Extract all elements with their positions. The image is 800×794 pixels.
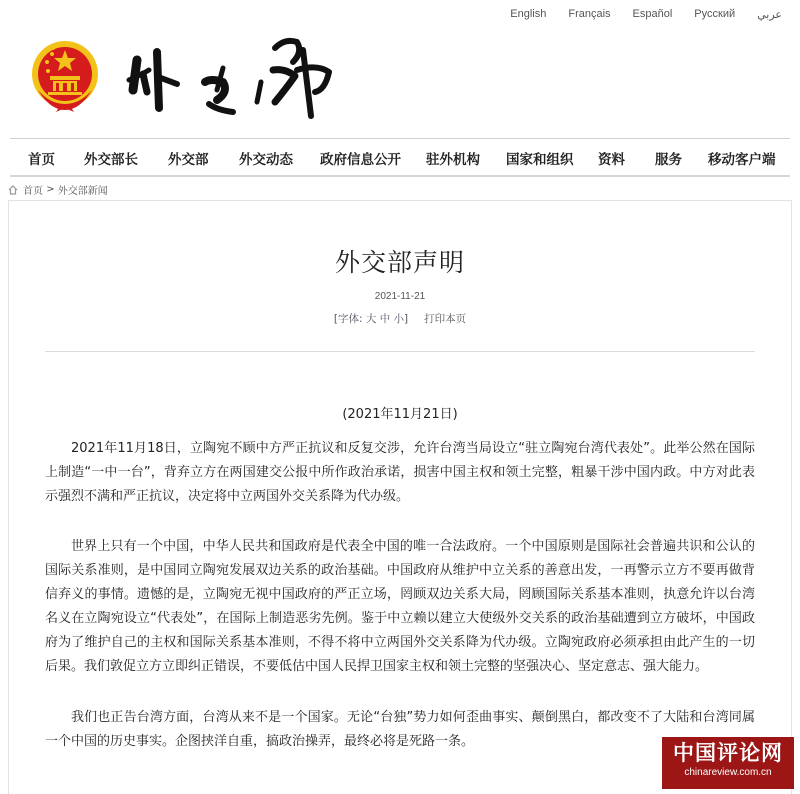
nav-home[interactable]: 首页 [28, 152, 55, 168]
main-nav [10, 139, 790, 177]
article-paragraph-1: 2021年11月18日，立陶宛不顾中方严正抗议和反复交涉，允许台湾当局设立“驻立陶宛台湾代表处”。此举公然在国际上制造“一中一台”，背弃立方在两国建交公报中所作政治承诺，损害中国主权和领土完整，粗暴干涉中国内政。中方对此表示强烈不满和严正抗议，决定将中立两国外交关系降为代办级。 [45, 441, 755, 504]
watermark-title: 中国评论网 [673, 741, 783, 765]
font-size-medium-button[interactable]: 中 [379, 313, 391, 325]
font-size-close-bracket: ] [404, 313, 409, 325]
font-size-label: [字体: [333, 313, 363, 325]
font-size-large-button[interactable]: 大 [365, 313, 377, 325]
lang-french-link[interactable]: Français [568, 8, 611, 20]
watermark-url: chinareview.com.cn [684, 767, 772, 778]
article-tools [9, 311, 791, 326]
nav-overseas-missions[interactable]: 驻外机构 [426, 152, 480, 168]
home-icon [8, 185, 18, 195]
nav-mobile-client[interactable]: 移动客户端 [708, 152, 776, 168]
nav-foreign-minister[interactable]: 外交部长 [84, 152, 138, 168]
breadcrumb-current-link[interactable]: 外交部新闻 [57, 186, 108, 197]
lang-english-link[interactable]: English [510, 8, 547, 20]
nav-resources[interactable]: 资料 [598, 152, 625, 168]
nav-gov-info[interactable]: 政府信息公开 [320, 152, 401, 168]
lang-spanish-link[interactable]: Español [632, 8, 673, 20]
chinareview-watermark [662, 737, 794, 789]
nav-countries-orgs[interactable]: 国家和组织 [506, 152, 574, 168]
article-paragraph-2: 世界上只有一个中国，中华人民共和国政府是代表全中国的唯一合法政府。一个中国原则是国际社会普遍共识和公认的国际关系准则，是中国同立陶宛发展双边关系的政治基础。中国政府从维护中立关系的善意出发，一再警示立方不要再做背信弃义的事情。遗憾的是，立陶宛无视中国政府的严正立场，罔顾双边关系大局，罔顾国际关系基本准则，执意允许以台湾名义在立陶宛设立“代表处”，在国际上制造恶劣先例。鉴于中立赖以建立大使级外交关系的政治基础遭到立方破坏，中国政府为了维护自己的主权和国际关系基本准则，不得不将中立两国外交关系降为代办级。立陶宛政府必须承担由此产生的一切后果。我们敦促立方立即纠正错误，不要低估中国人民捍卫国家主权和领土完整的坚强决心、坚定意志、强大能力。 [45, 539, 755, 674]
breadcrumb [8, 182, 108, 197]
article-panel [8, 200, 792, 794]
article-title: 外交部声明 [334, 248, 465, 277]
nav-services[interactable]: 服务 [655, 152, 682, 168]
lang-russian-link[interactable]: Русский [694, 8, 736, 20]
article-date: 2021-11-21 [374, 291, 426, 302]
lang-arabic-link[interactable]: عربي [757, 9, 782, 21]
article-divider [45, 351, 755, 352]
breadcrumb-home-link[interactable]: 首页 [23, 186, 43, 197]
print-page-link[interactable]: 打印本页 [424, 313, 467, 325]
breadcrumb-separator: > [46, 184, 55, 195]
ministry-logo[interactable] [125, 30, 335, 130]
font-size-selector [334, 313, 408, 325]
article-dateline: (2021年11月21日) [342, 407, 458, 422]
article-paragraph-3: 我们也正告台湾方面，台湾从来不是一个国家。无论“台独”势力如何歪曲事实、颠倒黑白，都改变不了大陆和台湾同属一个中国的历史事实。企图挟洋自重，搞政治操弄，最终必将是死路一条。 [45, 710, 755, 749]
font-size-small-button[interactable]: 小 [393, 313, 405, 325]
national-emblem-icon[interactable] [30, 40, 100, 112]
nav-diplomatic-news[interactable]: 外交动态 [239, 152, 293, 168]
language-bar [488, 8, 782, 21]
nav-ministry[interactable]: 外交部 [168, 152, 209, 168]
